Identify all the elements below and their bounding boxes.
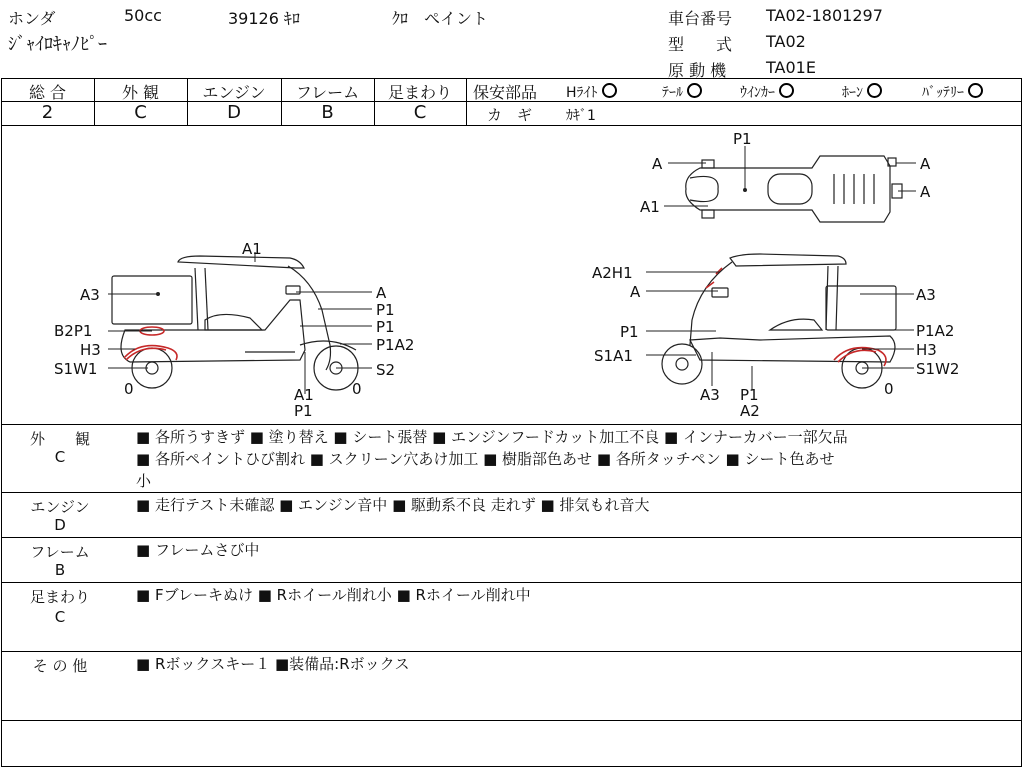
grade-suspension-label: 足まわり [387, 83, 452, 102]
damage-marks-left [124, 327, 177, 360]
diagram-label: A3 [80, 286, 100, 304]
diagram-label: H3 [916, 341, 937, 359]
roof-outline [178, 256, 304, 268]
diagram-label: A1 [640, 198, 660, 216]
screen-outline [288, 266, 331, 370]
grade-exterior-label: 外 観 [121, 83, 160, 102]
diagram-label: P1 [740, 386, 759, 404]
diagram-label: P1 [733, 130, 752, 148]
diagram-label: A1 [242, 240, 262, 258]
roof-outline [730, 254, 846, 266]
type-label: 型 式 [668, 35, 733, 54]
keys-label: カ ギ [487, 106, 533, 124]
seat [205, 314, 262, 330]
diagram-label: S2 [376, 361, 396, 379]
section-frame-grade: B [54, 561, 66, 579]
grade-overall-value: 2 [41, 102, 54, 123]
safety-item-battery: ﾊﾞｯﾃﾘｰ [922, 82, 983, 102]
diagram-label: 0 [884, 380, 894, 398]
diagram-label: A [920, 155, 931, 173]
diagram-label: A [920, 183, 931, 201]
section-suspension-title: 足まわり [29, 588, 90, 606]
type-value: TA02 [766, 32, 806, 51]
safety-item-headlight: Hﾗｲﾄ [566, 82, 617, 102]
screen-outline [690, 262, 732, 345]
diagram-label: P1 [376, 301, 395, 319]
section-divider [1, 537, 1022, 538]
grade-exterior-value: C [134, 102, 147, 123]
grade-frame-value: B [321, 102, 334, 123]
safety-item-horn: ﾎｰﾝ [842, 82, 882, 102]
diagram-label: A [376, 284, 387, 302]
grade-engine-label: エンジン [202, 83, 266, 102]
section-engine-line: ■ 走行テスト未確認 ■ エンジン音中 ■ 駆動系不良 走れず ■ 排気もれ音大 [136, 496, 650, 514]
diagram-label: B2P1 [54, 322, 93, 340]
diagram-label: P1 [294, 402, 313, 420]
seat [770, 319, 822, 330]
diagram-label: S1W1 [54, 360, 98, 378]
diagram-label: P1 [620, 323, 639, 341]
diagram-label: A2H1 [592, 264, 633, 282]
chassis-value: TA02-1801297 [766, 6, 883, 25]
grade-frame-label: フレーム [295, 83, 360, 102]
section-other-line: ■ Rボックスキー１ ■装備品:Rボックス [136, 655, 410, 673]
section-exterior-title: 外 観 [29, 430, 90, 448]
section-frame-title: フレーム [30, 543, 90, 561]
grade-suspension-value: C [413, 102, 427, 123]
color: ｸﾛ ペイント [392, 9, 489, 28]
model-name: ｼﾞｬｲﾛｷｬﾉﾋﾟｰ [8, 34, 107, 55]
section-other-title: そ の 他 [32, 657, 88, 675]
section-exterior-grade: C [54, 448, 66, 466]
section-suspension-line: ■ Fブレーキぬけ ■ Rホイール削れ小 ■ Rホイール削れ中 [136, 586, 531, 604]
section-exterior-line: 小 [136, 472, 152, 490]
mileage: 39126 ｷﾛ [228, 9, 300, 28]
maker: ホンダ [8, 9, 56, 28]
leader-lines-right [646, 272, 914, 390]
diagram-label: A3 [700, 386, 720, 404]
displacement: 50cc [124, 6, 162, 25]
section-exterior-line: ■ 各所うすきず ■ 塗り替え ■ シート張替 ■ エンジンフードカット加工不良 ■ インナーカバー一部欠品 [136, 428, 848, 446]
section-frame-line: ■ フレームさび中 [136, 541, 260, 559]
diagram-label: A1 [294, 386, 314, 404]
diagram-label: P1 [376, 318, 395, 336]
damage-marks-right [706, 268, 886, 366]
section-divider [1, 720, 1022, 721]
section-exterior-line: ■ 各所ペイントひび割れ ■ スクリーン穴あけ加工 ■ 樹脂部色あせ ■ 各所タッチペン ■ シート色あせ [136, 450, 835, 468]
left-side-view [112, 256, 358, 390]
diagram-label: S1A1 [594, 347, 633, 365]
top-view [686, 156, 902, 222]
safety-item-tail: ﾃｰﾙ [662, 82, 702, 102]
diagram-label: 0 [124, 380, 134, 398]
section-divider [1, 582, 1022, 583]
engine-model-value: TA01E [766, 58, 816, 77]
section-divider [1, 492, 1022, 493]
diagram-label: H3 [80, 341, 101, 359]
section-engine-grade: D [54, 516, 66, 534]
section-suspension-grade: C [54, 608, 66, 626]
diagram-label: A3 [916, 286, 936, 304]
grade-engine-value: D [227, 102, 241, 123]
safety-label: 保安部品 [473, 83, 538, 102]
grade-overall-label: 総 合 [28, 83, 67, 102]
safety-item-winker: ｳｲﾝｶｰ [740, 82, 794, 102]
diagram-label: P1A2 [916, 322, 955, 340]
front-wheel [662, 344, 702, 384]
diagram-label: S1W2 [916, 360, 960, 378]
right-side-view [662, 254, 896, 388]
engine-model-label: 原 動 機 [668, 61, 727, 80]
diagram-label: A2 [740, 402, 760, 420]
rear-pillar [195, 268, 198, 330]
diagram-label: P1A2 [376, 336, 415, 354]
diagram-label: A [630, 283, 641, 301]
diagram-label: 0 [352, 380, 362, 398]
section-engine-title: エンジン [30, 498, 90, 516]
chassis-label: 車台番号 [668, 9, 733, 28]
section-divider [1, 651, 1022, 652]
diagram-label: A [652, 155, 663, 173]
rear-box [112, 276, 192, 324]
top-body [686, 156, 890, 222]
keys-value: ｶｷﾞ1 [566, 108, 596, 124]
